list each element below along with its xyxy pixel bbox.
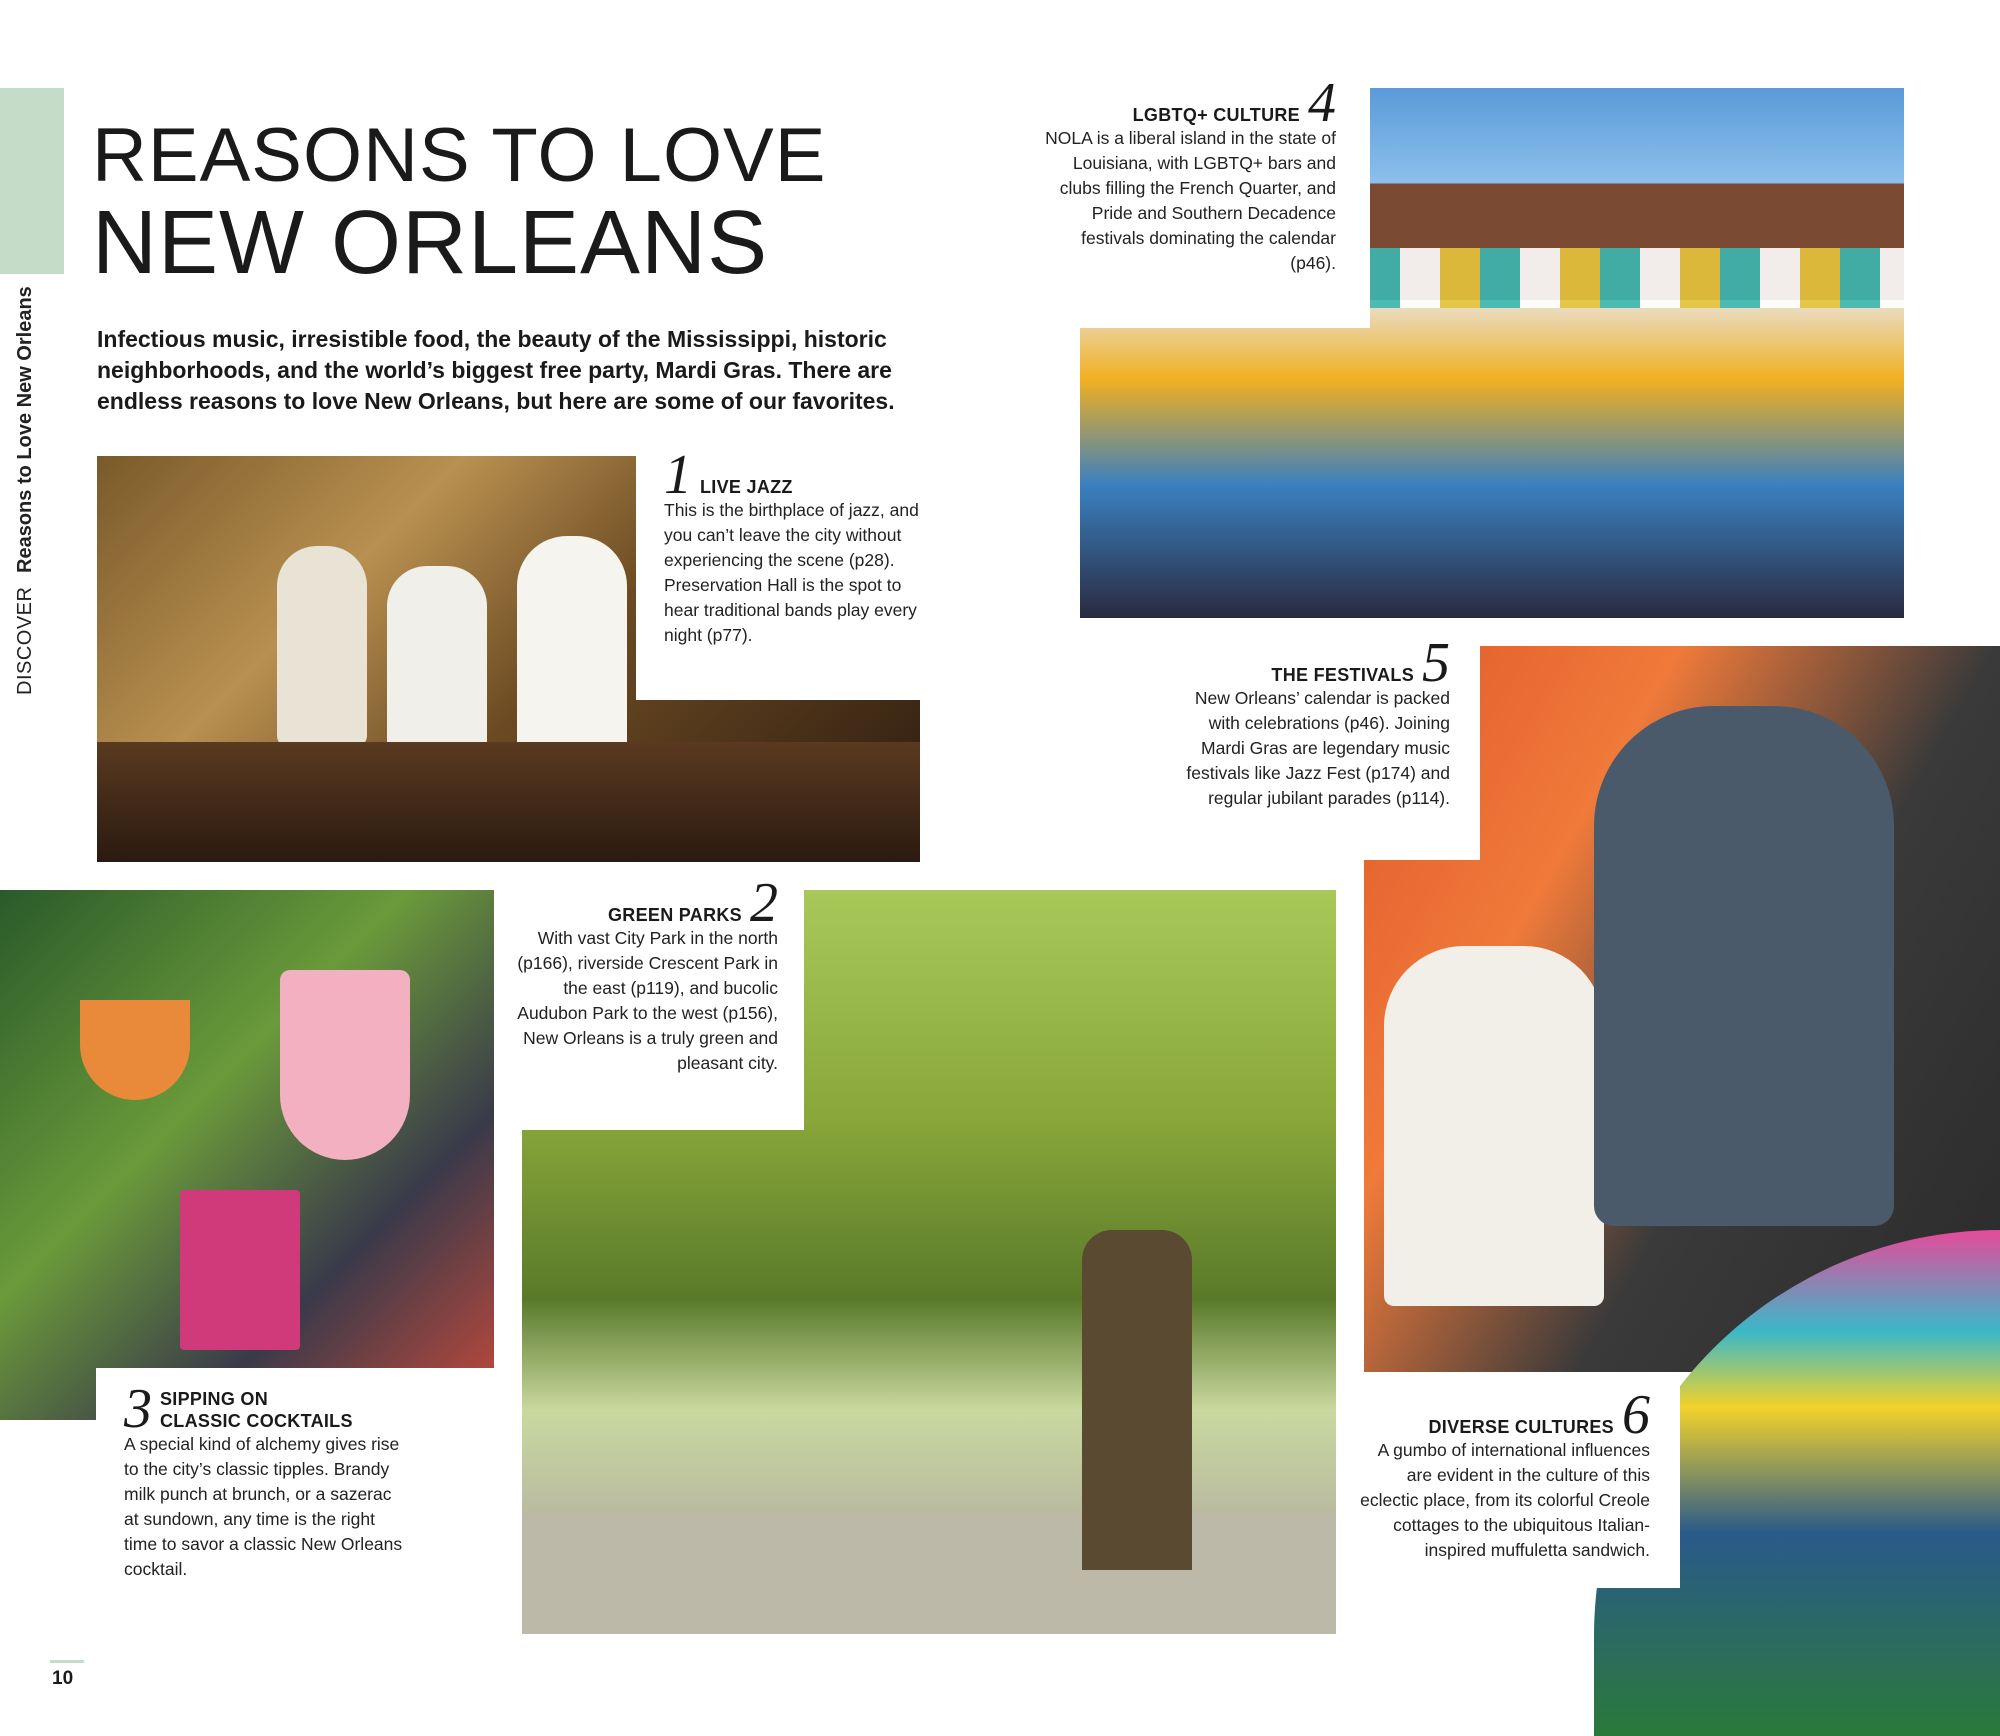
reason-number: 6 [1622, 1384, 1650, 1446]
reason-number: 2 [750, 872, 778, 934]
side-tab-accent [0, 88, 64, 274]
running-title: Reasons to Love New Orleans [14, 286, 36, 573]
reason-number: 4 [1308, 72, 1336, 134]
reason-heading-line2: CLASSIC COCKTAILS [160, 1411, 353, 1431]
reason-number: 5 [1422, 632, 1450, 694]
reason-heading: THE FESTIVALS [1271, 665, 1414, 685]
reason-text: A gumbo of international influences are evident in the culture of this eclectic place, from its colorful Creole cottages to the ubiquitous Italian-inspired muffuletta sandwich. [1360, 1440, 1650, 1560]
reason-text: New Orleans’ calendar is packed with celebrations (p46). Joining Mardi Gras are legendary music festivals like Jazz Fest (p174) and regular jubilant parades (p114). [1186, 688, 1450, 808]
reason-text: A special kind of alchemy gives rise to the city’s classic tipples. Brandy milk punch at brunch, or a sazerac at sundown, any time is the right time to savor a classic New Orleans cocktail. [124, 1434, 403, 1579]
reason-heading-line1: SIPPING ON [160, 1389, 269, 1409]
page-number: 10 [52, 1668, 74, 1689]
reason-heading: LGBTQ+ CULTURE [1132, 105, 1300, 125]
reason-text: NOLA is a liberal island in the state of Louisiana, with LGBTQ+ bars and clubs filling the French Quarter, and Pride and Southern Decadence festivals dominating the calendar (p46). [1045, 128, 1336, 273]
reason-diverse-cultures [1360, 1384, 1650, 1563]
section-label: DISCOVER [14, 586, 36, 695]
reason-lgbtq-culture [1040, 72, 1336, 276]
reason-number: 3 [124, 1378, 152, 1440]
reason-festivals [1170, 632, 1450, 811]
reason-heading: GREEN PARKS [608, 905, 742, 925]
reason-heading: LIVE JAZZ [700, 477, 793, 497]
reason-green-parks [508, 872, 778, 1076]
cocktails-photo [0, 890, 494, 1420]
reason-classic-cocktails [124, 1378, 404, 1582]
page-title-line1: REASONS TO LOVE [92, 113, 827, 198]
running-header [14, 286, 74, 695]
reason-live-jazz [664, 444, 934, 648]
intro-paragraph: Infectious music, irresistible food, the beauty of the Mississippi, historic neighborhoods, and the world’s biggest free party, Mardi Gras. There are endless reasons to love New Orleans, but here are some of our favorites. [97, 326, 895, 414]
reason-number: 1 [664, 444, 692, 506]
reason-heading: DIVERSE CULTURES [1428, 1417, 1614, 1437]
reason-text: With vast City Park in the north (p166), riverside Crescent Park in the east (p119), and bucolic Audubon Park to the west (p156), New Orleans is a truly green and pleasant city. [517, 928, 778, 1073]
page-number-accent [50, 1660, 84, 1663]
page-title-line2: NEW ORLEANS [92, 193, 769, 293]
reason-text: This is the birthplace of jazz, and you can’t leave the city without experiencing the scene (p28). Preservation Hall is the spot to hear traditional bands play every night (p77). [664, 500, 919, 645]
